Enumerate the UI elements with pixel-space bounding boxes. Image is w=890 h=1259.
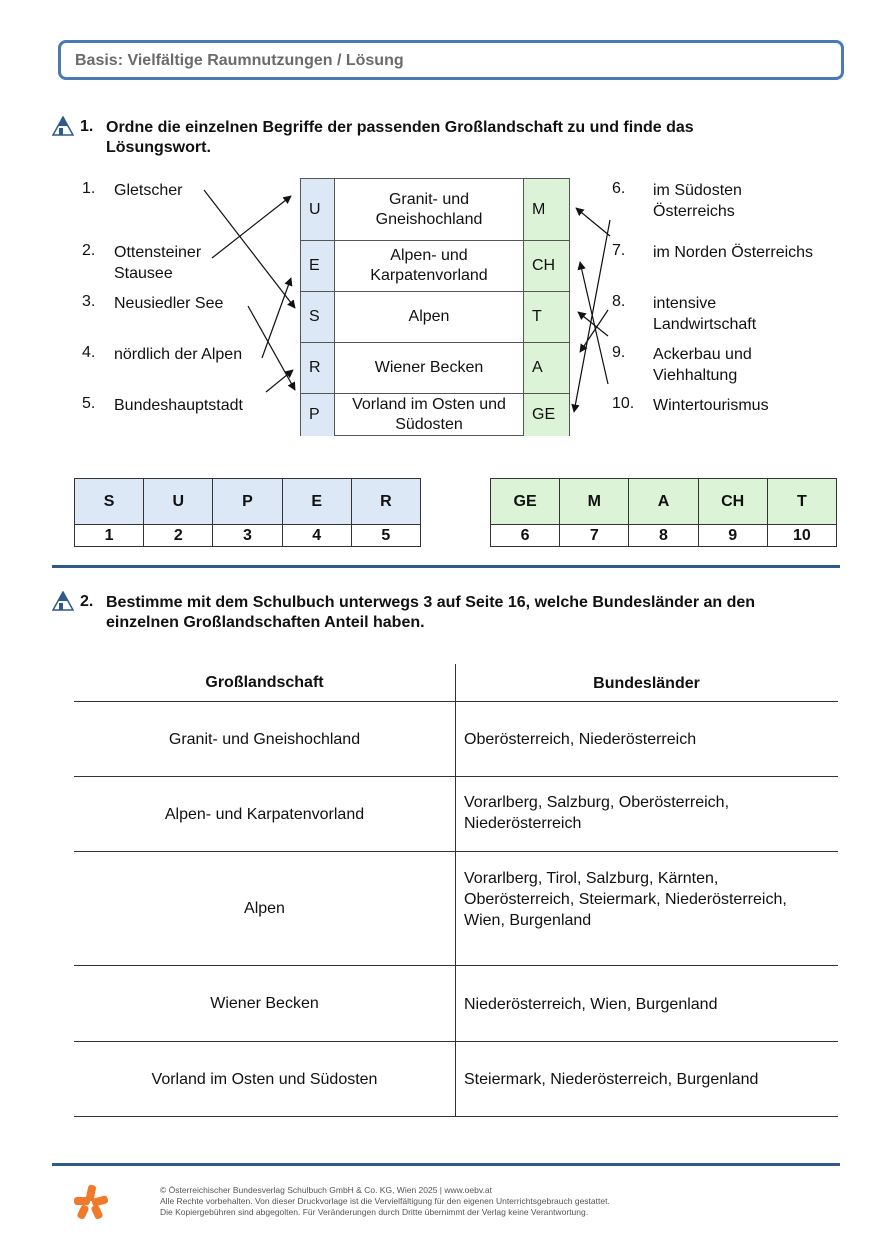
item-text: Wintertourismus bbox=[653, 397, 769, 414]
task2-line2: einzelnen Großlandschaften Anteil haben. bbox=[106, 614, 425, 631]
states-line1: Vorarlberg, Tirol, Salzburg, Kärnten, bbox=[464, 870, 719, 887]
grid-region: Alpen bbox=[335, 292, 524, 342]
region-line2: Karpatenvorland bbox=[370, 267, 488, 284]
region-line2: Gneishochland bbox=[375, 210, 483, 228]
states-line2: Oberösterreich, Steiermark, Niederösterreich, bbox=[464, 891, 787, 908]
item-text-line2: Landwirtschaft bbox=[653, 316, 757, 333]
footer-line3: Die Kopiergebühren sind abgegolten. Für Veränderungen durch Dritte übernimmt der Verlag keine Verantwortung. bbox=[160, 1207, 589, 1217]
item-text: nördlich der Alpen bbox=[114, 346, 243, 363]
grid-letter-right: M bbox=[524, 179, 569, 240]
matching-arrows bbox=[0, 0, 890, 460]
item-number: 9. bbox=[612, 344, 626, 361]
region-cell: Alpen- und Karpatenvorland bbox=[164, 805, 365, 823]
item-text: Bundeshauptstadt bbox=[114, 397, 243, 414]
item-number: 6. bbox=[612, 180, 626, 197]
solution-letter: CH bbox=[698, 479, 767, 525]
footer-copyright bbox=[160, 1185, 610, 1218]
region-cell: Alpen bbox=[244, 900, 285, 917]
task1-line1: Ordne die einzelnen Begriffe der passenden Großlandschaft zu und finde das bbox=[106, 119, 694, 136]
item-number: 8. bbox=[612, 293, 626, 310]
region-cell: Vorland im Osten und Südosten bbox=[151, 1070, 378, 1088]
solution-number: 2 bbox=[144, 525, 213, 547]
region-line1: Vorland im Osten und bbox=[352, 396, 506, 413]
item-number: 7. bbox=[612, 242, 626, 259]
item-number: 1. bbox=[82, 180, 96, 197]
solution-letter: E bbox=[282, 479, 351, 525]
item-number: 4. bbox=[82, 344, 96, 361]
item-text-line1: Ottensteiner bbox=[114, 244, 202, 261]
grid-letter-right: GE bbox=[524, 394, 569, 436]
region-cell: Wiener Becken bbox=[210, 995, 319, 1012]
solution-number: 6 bbox=[491, 525, 560, 547]
states-cell: Steiermark, Niederösterreich, Burgenland bbox=[464, 1071, 759, 1088]
item-text-line2: Viehhaltung bbox=[653, 367, 738, 384]
grid-letter-left: S bbox=[301, 292, 335, 342]
solution-letter: GE bbox=[491, 479, 560, 525]
grid-letter-left: R bbox=[301, 343, 335, 393]
arrow-line bbox=[212, 196, 291, 258]
grid-letter-right: CH bbox=[524, 241, 569, 291]
region-line1: Alpen- und bbox=[390, 247, 468, 264]
item-text-line2: Österreichs bbox=[653, 203, 735, 220]
item-text: Gletscher bbox=[114, 182, 183, 199]
solution-number: 8 bbox=[629, 525, 698, 547]
footer-line2: Alle Rechte vorbehalten. Von dieser Druckvorlage ist die Vervielfältigung für den eigenen Unterrichtsgebrauch gestattet. bbox=[160, 1196, 610, 1206]
item-number: 2. bbox=[82, 242, 96, 259]
states-cell: Niederösterreich, Wien, Burgenland bbox=[464, 995, 718, 1013]
item-text-line1: Ackerbau und bbox=[653, 346, 752, 363]
states-line2: Niederösterreich bbox=[464, 815, 582, 832]
task2-instruction bbox=[106, 593, 846, 633]
footer-line1: © Österreichischer Bundesverlag Schulbuch GmbH & Co. KG, Wien 2025 | www.oebv.at bbox=[160, 1185, 492, 1195]
solution-letter: P bbox=[213, 479, 282, 525]
task2-number: 2. bbox=[80, 593, 94, 610]
item-number: 3. bbox=[82, 293, 96, 310]
solution-letter: R bbox=[351, 479, 420, 525]
task1-number: 1. bbox=[80, 118, 94, 135]
region-cell: Granit- und Gneishochland bbox=[168, 730, 361, 748]
item-text-line1: intensive bbox=[653, 295, 717, 312]
grid-letter-left: U bbox=[301, 179, 335, 240]
solution-table-left bbox=[74, 478, 421, 547]
task-level-icon bbox=[52, 591, 74, 611]
solution-number: 5 bbox=[351, 525, 420, 547]
solution-table-right bbox=[490, 478, 837, 547]
solution-number: 3 bbox=[213, 525, 282, 547]
task1-line2: Lösungswort. bbox=[106, 139, 211, 156]
arrow-line bbox=[266, 370, 293, 392]
item-text: Neusiedler See bbox=[114, 295, 224, 312]
grid-region: Wiener Becken bbox=[335, 343, 524, 393]
item-number: 5. bbox=[82, 395, 96, 412]
grid-letter-right: A bbox=[524, 343, 569, 393]
arrow-line bbox=[576, 208, 610, 236]
footer-divider bbox=[52, 1163, 840, 1166]
item-text: im Norden Österreichs bbox=[653, 244, 814, 261]
arrow-line bbox=[248, 306, 295, 390]
region-line1: Granit- und bbox=[388, 190, 470, 208]
solution-number: 9 bbox=[698, 525, 767, 547]
solution-number: 1 bbox=[75, 525, 144, 547]
section-divider bbox=[52, 565, 840, 568]
solution-letter: A bbox=[629, 479, 698, 525]
grid-letter-right: T bbox=[524, 292, 569, 342]
publisher-logo-icon bbox=[72, 1183, 110, 1221]
states-cell bbox=[464, 868, 838, 934]
page-title: Basis: Vielfältige Raumnutzungen / Lösung bbox=[75, 52, 404, 69]
solution-number: 4 bbox=[282, 525, 351, 547]
item-text-line2: Stausee bbox=[114, 265, 173, 282]
column-header-region: Großlandschaft bbox=[205, 674, 324, 691]
solution-letter: U bbox=[144, 479, 213, 525]
solution-letter: M bbox=[560, 479, 629, 525]
solution-number: 7 bbox=[560, 525, 629, 547]
solution-letter: S bbox=[75, 479, 144, 525]
grid-letter-left: P bbox=[301, 394, 335, 436]
states-cell: Oberösterreich, Niederösterreich bbox=[464, 731, 697, 748]
row-border bbox=[74, 1116, 838, 1117]
table-column-divider bbox=[455, 664, 456, 1117]
states-line3: Wien, Burgenland bbox=[464, 912, 592, 929]
grid-letter-left: E bbox=[301, 241, 335, 291]
solution-letter: T bbox=[767, 479, 836, 525]
states-line1: Vorarlberg, Salzburg, Oberösterreich, bbox=[464, 794, 730, 811]
task2-line1: Bestimme mit dem Schulbuch unterwegs 3 auf Seite 16, welche Bundesländer an den bbox=[106, 594, 756, 611]
arrow-group bbox=[204, 190, 610, 412]
arrow-line bbox=[580, 262, 608, 384]
states-cell bbox=[464, 792, 838, 836]
item-number: 10. bbox=[612, 395, 635, 412]
region-line2: Südosten bbox=[395, 416, 463, 433]
column-header-states: Bundesländer bbox=[593, 674, 700, 692]
solution-number: 10 bbox=[767, 525, 836, 547]
arrow-line bbox=[204, 190, 295, 308]
item-text-line1: im Südosten bbox=[653, 182, 742, 199]
arrow-line bbox=[262, 278, 291, 358]
